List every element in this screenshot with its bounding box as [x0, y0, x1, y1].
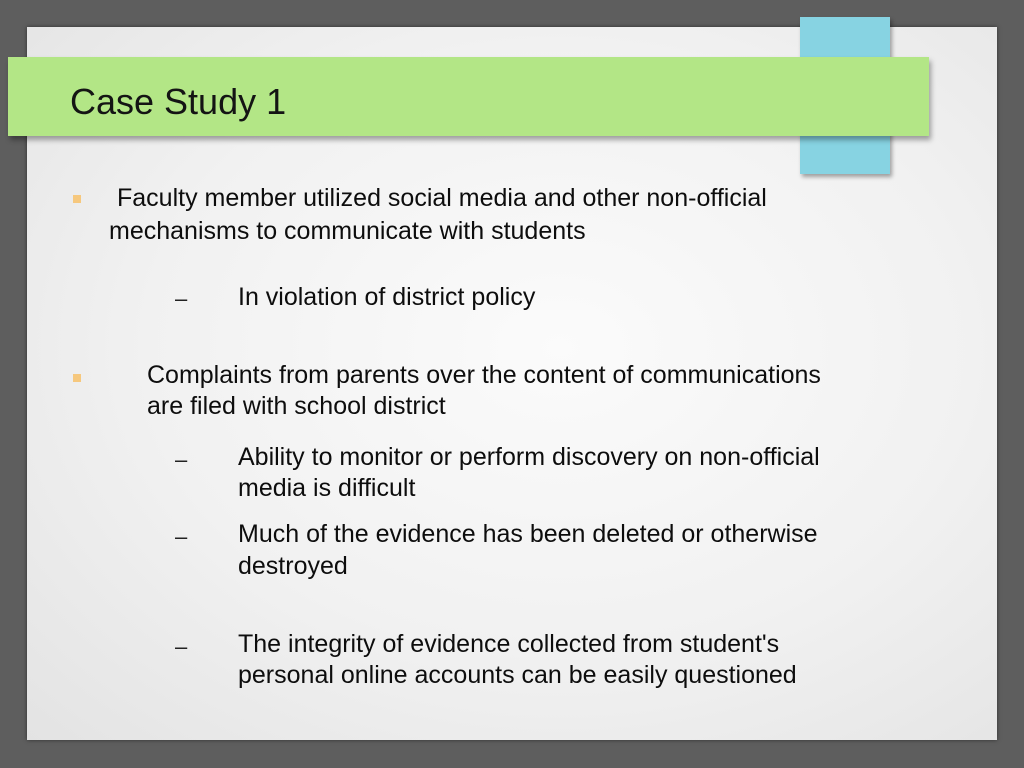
- sub-bullet-dash: –: [175, 634, 188, 659]
- sub-bullet-text-line: Ability to monitor or perform discovery on non-official: [238, 443, 820, 471]
- bullet-text-line: are filed with school district: [147, 392, 446, 420]
- bullet-text-line: mechanisms to communicate with students: [109, 217, 586, 245]
- sub-bullet-dash: –: [175, 447, 188, 472]
- bullet-text-line: Faculty member utilized social media and other non-official: [117, 184, 767, 212]
- sub-bullet-dash: –: [175, 524, 188, 549]
- sub-bullet-text-line: personal online accounts can be easily questioned: [238, 661, 797, 689]
- sub-bullet-text-line: destroyed: [238, 552, 348, 580]
- bullet-marker: [73, 374, 81, 382]
- sub-bullet-text-line: The integrity of evidence collected from student's: [238, 630, 780, 658]
- bullet-marker: [73, 195, 81, 203]
- bullet-text-line: Complaints from parents over the content of communications: [147, 361, 821, 389]
- sub-bullet-text-line: Much of the evidence has been deleted or otherwise: [238, 520, 818, 548]
- sub-bullet-text-line: In violation of district policy: [238, 283, 536, 311]
- sub-bullet-text-line: media is difficult: [238, 474, 416, 502]
- sub-bullet-dash: –: [175, 286, 188, 311]
- title-bar: [8, 57, 929, 136]
- slide-title: Case Study 1: [70, 81, 287, 122]
